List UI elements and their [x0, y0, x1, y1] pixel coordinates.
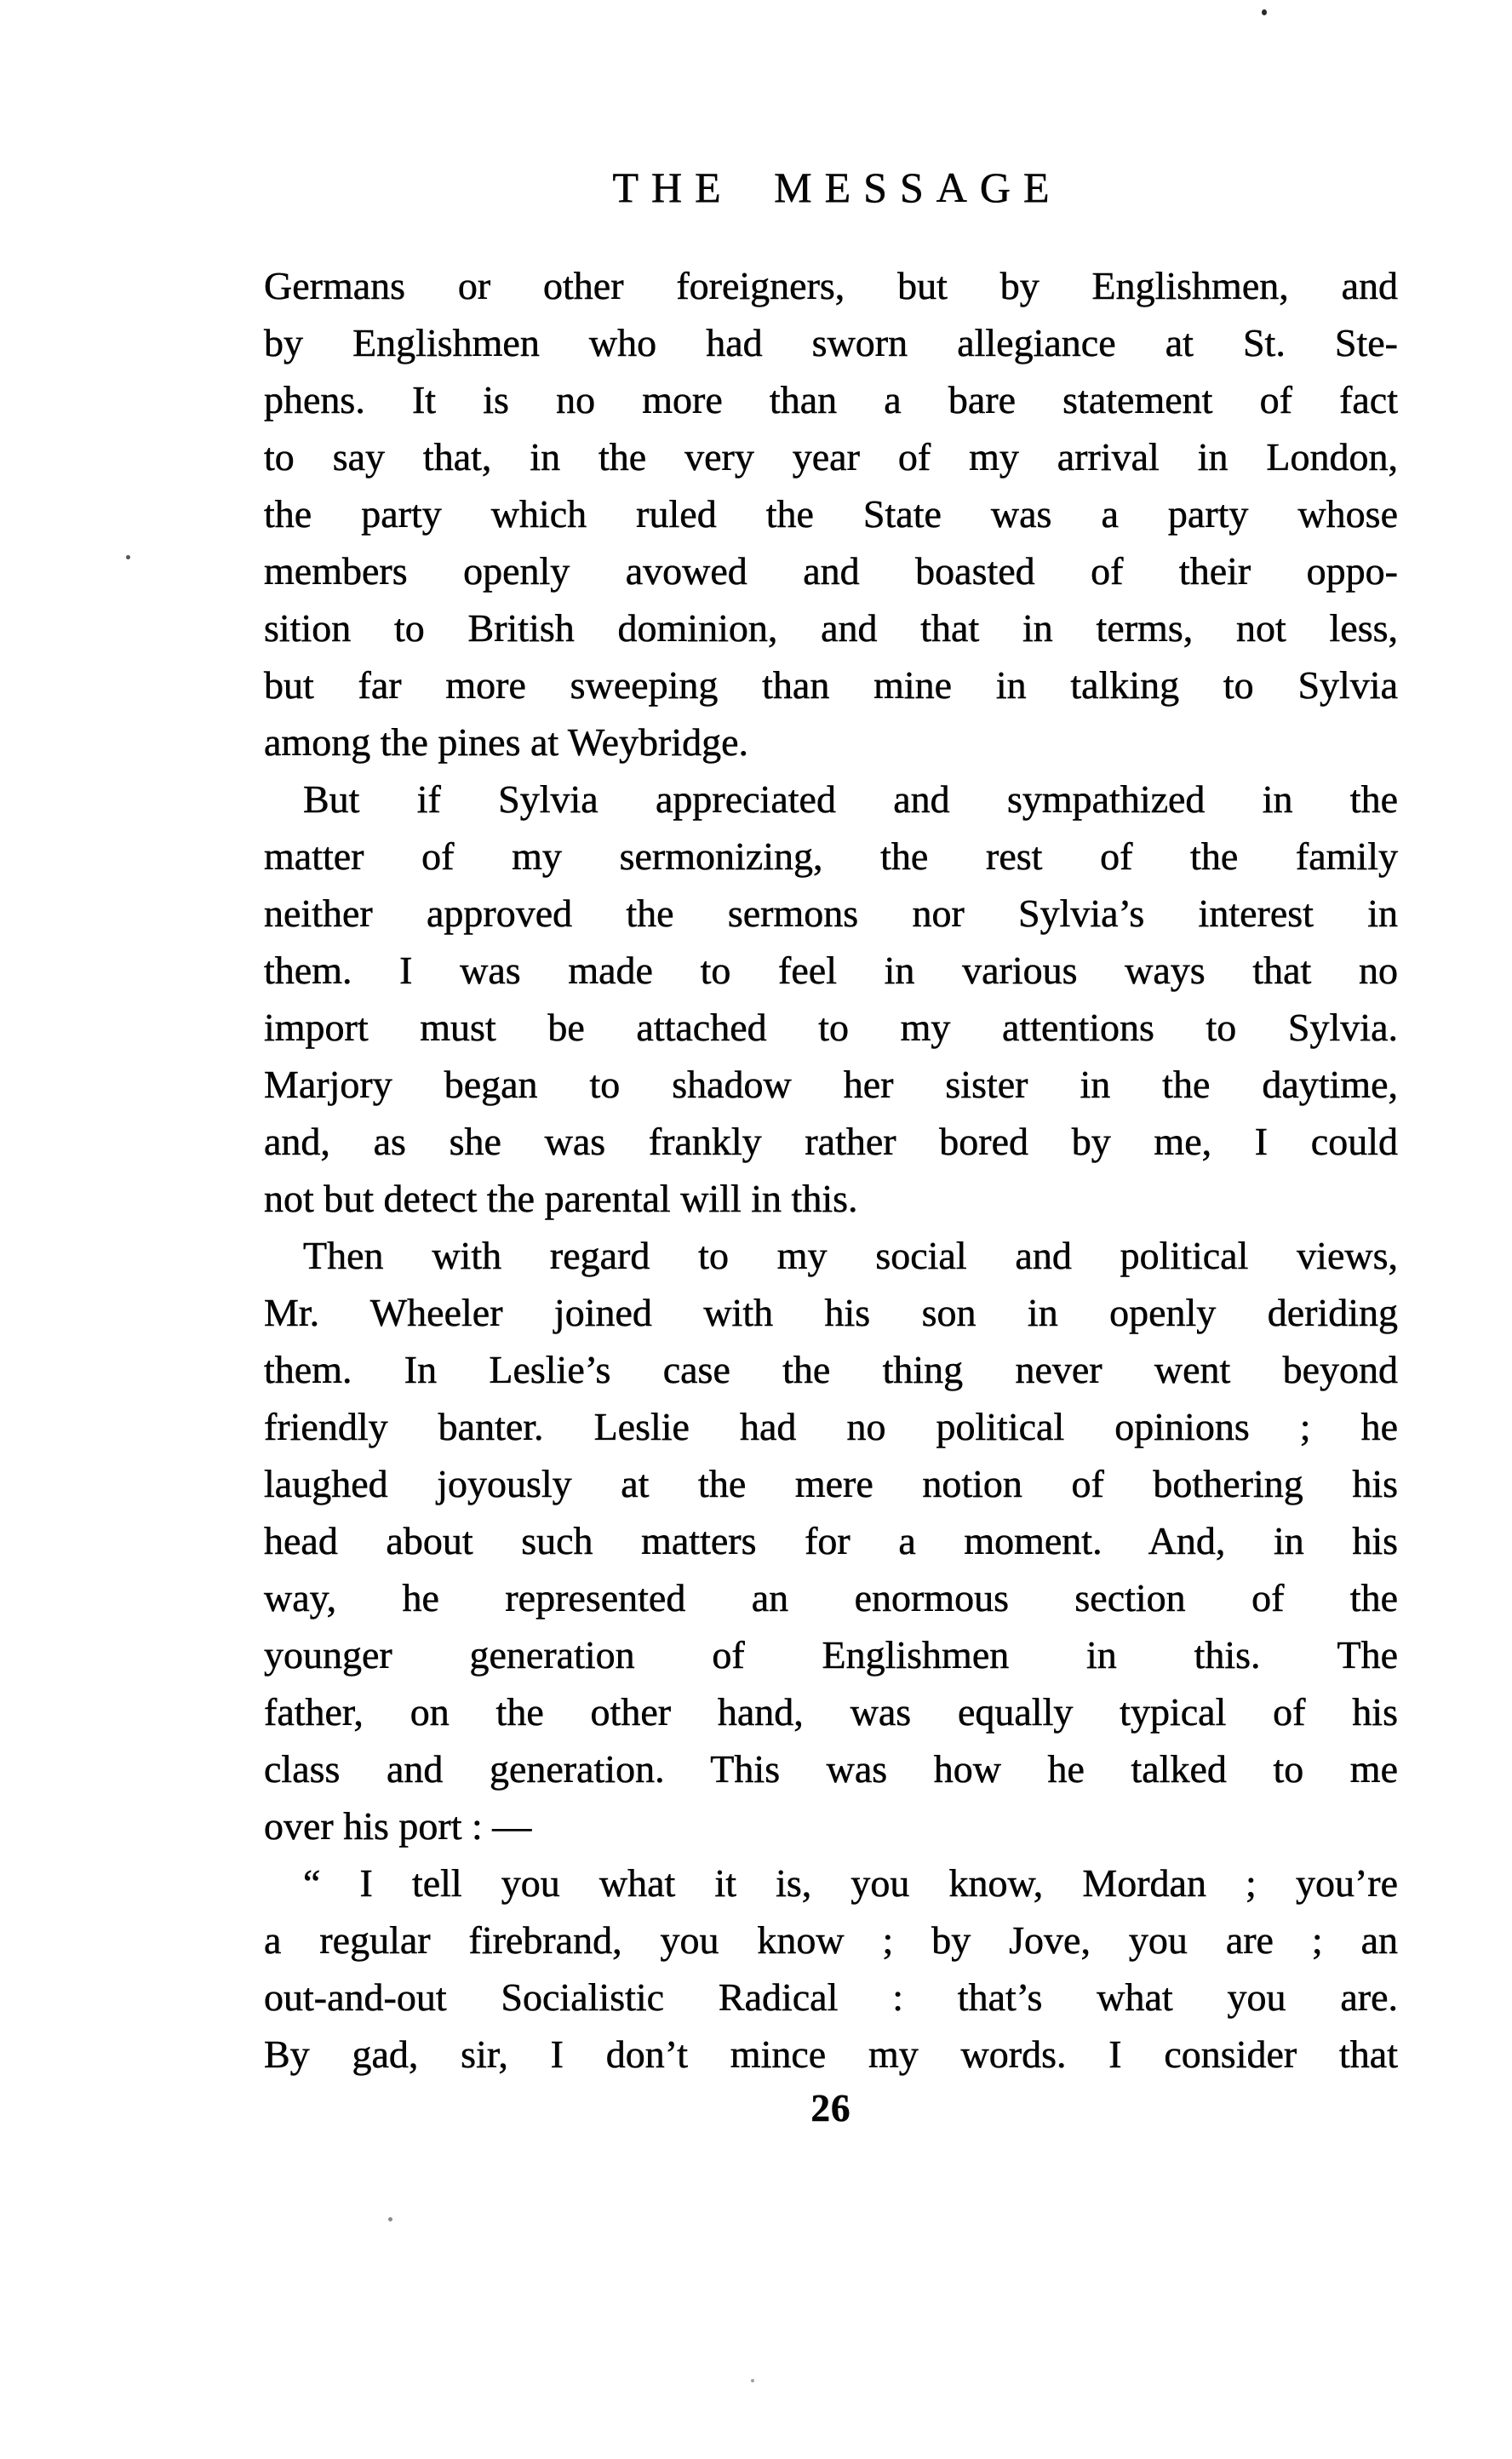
text-block [264, 162, 1398, 2132]
text-line: among the pines at Weybridge. [264, 720, 749, 764]
text-line: “ I tell you what it is, you know, Mordan ; you’re [303, 1861, 1398, 1905]
text-line: neither approved the sermons nor Sylvia’s interest in [264, 891, 1398, 935]
text-line: over his port : — [264, 1804, 532, 1848]
text-line: Germans or other foreigners, but by Englishmen, and [264, 264, 1398, 307]
text-line: out-and-out Socialistic Radical : that’s what you are. [264, 1975, 1398, 2019]
text-line: by Englishmen who had sworn allegiance at St. Ste- [264, 321, 1398, 364]
text-line: Marjory began to shadow her sister in the daytime, [264, 1063, 1398, 1106]
scan-speck [388, 2217, 392, 2221]
text-line: phens. It is no more than a bare statement of fact [264, 378, 1398, 421]
text-line: father, on the other hand, was equally typical of his [264, 1690, 1398, 1734]
text-line: laughed joyously at the mere notion of bothering his [264, 1462, 1398, 1505]
page-title: THE MESSAGE [612, 163, 1062, 211]
text-line: But if Sylvia appreciated and sympathized in the [303, 777, 1398, 821]
page-number: 26 [810, 2087, 851, 2129]
paragraph [264, 1227, 1398, 1854]
text-line: Then with regard to my social and political views, [303, 1234, 1398, 1277]
scan-speck [1262, 9, 1267, 15]
text-line: matter of my sermonizing, the rest of the family [264, 834, 1398, 878]
text-line: them. I was made to feel in various ways that no [264, 949, 1398, 992]
text-line: not but detect the parental will in this. [264, 1177, 858, 1220]
text-line: By gad, sir, I don’t mince my words. I consider that [264, 2032, 1398, 2076]
text-line: and, as she was frankly rather bored by me, I could [264, 1120, 1398, 1163]
text-line: to say that, in the very year of my arrival in London, [264, 435, 1398, 479]
text-line: class and generation. This was how he talked to me [264, 1747, 1398, 1791]
text-line: friendly banter. Leslie had no political opinions ; he [264, 1405, 1398, 1448]
text-line: the party which ruled the State was a party whose [264, 492, 1398, 536]
text-line: Mr. Wheeler joined with his son in openly deriding [264, 1291, 1398, 1334]
text-block-lines [264, 257, 1398, 2083]
text-line: import must be attached to my attentions to Sylvia. [264, 1006, 1398, 1049]
text-line: them. In Leslie’s case the thing never went beyond [264, 1348, 1398, 1391]
scan-speck [751, 2379, 754, 2382]
paragraph [264, 257, 1398, 771]
text-line: but far more sweeping than mine in talking to Sylvia [264, 663, 1398, 707]
text-line: sition to British dominion, and that in terms, not less, [264, 606, 1398, 650]
text-line: a regular firebrand, you know ; by Jove, you are ; an [264, 1918, 1398, 1962]
text-line: younger generation of Englishmen in this. The [264, 1633, 1398, 1677]
text-line: head about such matters for a moment. And, in his [264, 1519, 1398, 1562]
text-line: members openly avowed and boasted of their oppo- [264, 549, 1398, 593]
text-line: way, he represented an enormous section of the [264, 1576, 1398, 1619]
scan-speck [126, 555, 130, 559]
paragraph [264, 771, 1398, 1227]
paragraph [264, 1854, 1398, 2083]
